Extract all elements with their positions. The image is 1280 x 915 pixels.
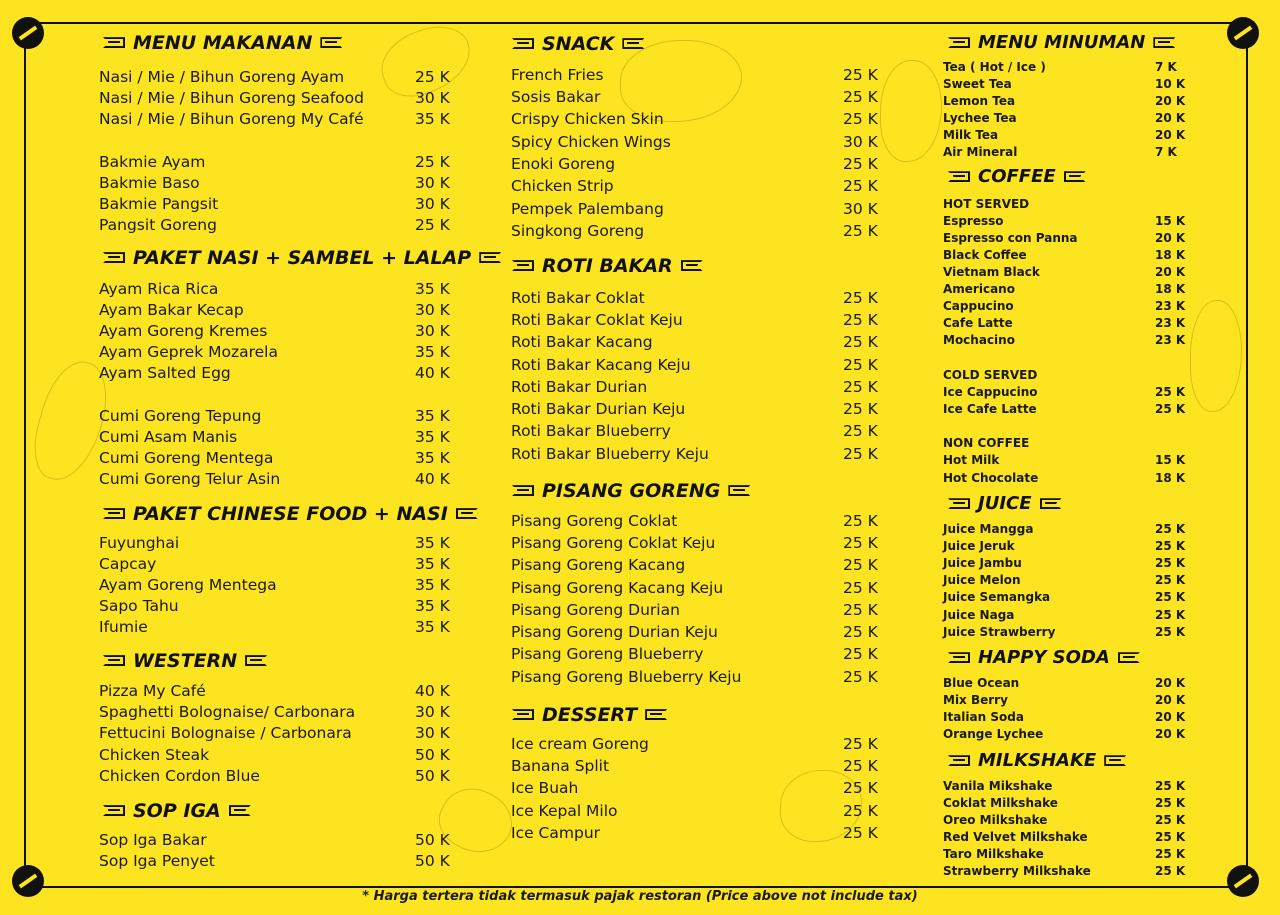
section-title: PISANG GORENG xyxy=(542,479,721,502)
menu-item-name: Juice Jeruk xyxy=(943,539,1015,554)
menu-item-price: 35 K xyxy=(415,617,450,636)
section-heading-milkshake xyxy=(948,750,1126,771)
menu-item-name: Pisang Goreng Kacang Keju xyxy=(511,578,724,597)
menu-item-price: 30 K xyxy=(415,88,450,107)
ribbon-icon xyxy=(512,260,534,271)
section-title: DESSERT xyxy=(542,703,638,726)
section-heading-menu-minuman xyxy=(948,32,1175,53)
menu-item-price: 25 K xyxy=(843,555,878,574)
menu-item-name: Ayam Bakar Kecap xyxy=(99,300,244,319)
subsection-label: HOT SERVED xyxy=(943,197,1030,212)
section-title: MILKSHAKE xyxy=(978,750,1097,772)
ribbon-icon xyxy=(1118,652,1140,663)
menu-item-price: 20 K xyxy=(1155,693,1186,708)
menu-item-name: Ice Kepal Milo xyxy=(511,801,618,820)
menu-item-name: Sweet Tea xyxy=(943,77,1012,92)
section-heading-dessert xyxy=(512,704,667,726)
menu-item-price: 25 K xyxy=(843,87,878,106)
menu-item-price: 25 K xyxy=(1155,539,1186,554)
menu-item-price: 25 K xyxy=(1155,402,1186,417)
section-title: ROTI BAKAR xyxy=(542,254,673,277)
ribbon-icon xyxy=(948,755,970,766)
menu-item-name: Mochacino xyxy=(943,333,1015,348)
menu-item-name: Coklat Milkshake xyxy=(943,796,1058,811)
ribbon-icon xyxy=(512,485,534,496)
menu-item-price: 25 K xyxy=(843,399,878,418)
menu-item-price: 25 K xyxy=(415,152,450,171)
menu-item-name: Chicken Strip xyxy=(511,176,614,195)
menu-item-price: 50 K xyxy=(415,851,450,870)
menu-item-name: Milk Tea xyxy=(943,128,999,143)
ribbon-icon xyxy=(948,37,970,48)
menu-item-name: Lychee Tea xyxy=(943,111,1017,126)
menu-item-price: 18 K xyxy=(1155,282,1186,297)
menu-item-price: 25 K xyxy=(1155,385,1186,400)
menu-item-price: 30 K xyxy=(843,199,878,218)
menu-item-price: 25 K xyxy=(1155,779,1186,794)
menu-item-name: Lemon Tea xyxy=(943,94,1016,109)
menu-item-name: Fuyunghai xyxy=(99,533,180,552)
section-heading-sop-iga xyxy=(103,800,251,822)
menu-item-name: Crispy Chicken Skin xyxy=(511,109,664,128)
menu-item-name: Roti Bakar Coklat Keju xyxy=(511,310,683,329)
ribbon-icon xyxy=(103,37,125,48)
menu-item-price: 25 K xyxy=(843,421,878,440)
ribbon-icon xyxy=(1153,37,1175,48)
menu-item-name: Orange Lychee xyxy=(943,727,1044,742)
menu-item-name: Sosis Bakar xyxy=(511,87,601,106)
menu-item-price: 30 K xyxy=(415,300,450,319)
menu-item-name: Red Velvet Milkshake xyxy=(943,830,1088,845)
menu-item-price: 25 K xyxy=(1155,522,1186,537)
menu-item-name: Cumi Asam Manis xyxy=(99,427,238,446)
menu-item-name: Pisang Goreng Durian Keju xyxy=(511,622,718,641)
menu-item-price: 25 K xyxy=(415,67,450,86)
menu-item-name: Nasi / Mie / Bihun Goreng Ayam xyxy=(99,67,345,86)
section-title: COFFEE xyxy=(978,166,1056,188)
menu-item-name: Mix Berry xyxy=(943,693,1008,708)
ribbon-icon xyxy=(948,171,970,182)
menu-item-price: 40 K xyxy=(415,363,450,382)
menu-item-name: Juice Naga xyxy=(943,608,1015,623)
menu-item-price: 35 K xyxy=(415,109,450,128)
menu-item-name: Pisang Goreng Coklat Keju xyxy=(511,533,716,552)
corner-ornament-icon xyxy=(12,17,44,49)
menu-item-name: Sop Iga Bakar xyxy=(99,830,207,849)
menu-item-name: Cafe Latte xyxy=(943,316,1013,331)
section-title: MENU MINUMAN xyxy=(978,32,1146,54)
section-title: SNACK xyxy=(542,32,615,55)
menu-item-price: 20 K xyxy=(1155,231,1186,246)
menu-item-price: 20 K xyxy=(1155,710,1186,725)
menu-item-price: 25 K xyxy=(1155,608,1186,623)
section-title: PAKET CHINESE FOOD + NASI xyxy=(133,502,448,525)
menu-item-name: Ayam Goreng Kremes xyxy=(99,321,268,340)
section-heading-juice xyxy=(948,493,1062,514)
menu-item-price: 7 K xyxy=(1155,145,1177,160)
menu-item-name: Chicken Steak xyxy=(99,745,210,764)
menu-item-price: 35 K xyxy=(415,427,450,446)
ribbon-icon xyxy=(229,805,251,816)
menu-item-name: Pangsit Goreng xyxy=(99,215,217,234)
menu-item-price: 25 K xyxy=(843,622,878,641)
menu-item-price: 25 K xyxy=(843,288,878,307)
menu-item-price: 25 K xyxy=(843,667,878,686)
section-title: MENU MAKANAN xyxy=(133,31,313,54)
menu-item-name: Pisang Goreng Coklat xyxy=(511,511,678,530)
menu-item-name: Bakmie Pangsit xyxy=(99,194,219,213)
menu-item-price: 25 K xyxy=(843,823,878,842)
corner-ornament-icon xyxy=(1227,17,1259,49)
menu-item-price: 25 K xyxy=(843,511,878,530)
menu-item-name: Spaghetti Bolognaise/ Carbonara xyxy=(99,702,356,721)
menu-item-name: French Fries xyxy=(511,65,604,84)
menu-item-name: Americano xyxy=(943,282,1015,297)
menu-item-name: Cappucino xyxy=(943,299,1014,314)
section-heading-western xyxy=(103,650,267,672)
section-heading-roti-bakar xyxy=(512,255,703,277)
menu-item-name: Roti Bakar Durian Keju xyxy=(511,399,686,418)
menu-item-price: 50 K xyxy=(415,766,450,785)
section-heading-menu-makanan xyxy=(103,32,342,54)
frame-bottom-line xyxy=(40,886,1240,888)
menu-item-name: Pizza My Café xyxy=(99,681,206,700)
menu-item-price: 25 K xyxy=(843,756,878,775)
menu-item-price: 25 K xyxy=(1155,847,1186,862)
menu-item-price: 18 K xyxy=(1155,471,1186,486)
menu-item-price: 25 K xyxy=(1155,796,1186,811)
menu-item-price: 20 K xyxy=(1155,94,1186,109)
menu-item-price: 30 K xyxy=(415,702,450,721)
menu-item-name: Ice cream Goreng xyxy=(511,734,649,753)
section-heading-pisang-goreng xyxy=(512,480,750,502)
menu-item-name: Enoki Goreng xyxy=(511,154,616,173)
menu-item-name: Juice Strawberry xyxy=(943,625,1056,640)
ribbon-icon xyxy=(645,709,667,720)
menu-item-price: 25 K xyxy=(1155,573,1186,588)
menu-item-price: 25 K xyxy=(1155,556,1186,571)
menu-item-name: Roti Bakar Blueberry xyxy=(511,421,671,440)
menu-item-name: Vietnam Black xyxy=(943,265,1040,280)
menu-item-price: 35 K xyxy=(415,596,450,615)
ribbon-icon xyxy=(948,498,970,509)
ribbon-icon xyxy=(622,38,644,49)
menu-item-price: 25 K xyxy=(843,154,878,173)
section-heading-happy-soda xyxy=(948,647,1140,668)
menu-item-name: Sop Iga Penyet xyxy=(99,851,215,870)
menu-item-name: Italian Soda xyxy=(943,710,1024,725)
menu-item-price: 23 K xyxy=(1155,333,1186,348)
menu-item-price: 23 K xyxy=(1155,299,1186,314)
section-title: JUICE xyxy=(978,493,1032,515)
ribbon-icon xyxy=(948,652,970,663)
menu-item-price: 35 K xyxy=(415,406,450,425)
frame-top-line xyxy=(40,22,1240,24)
section-heading-coffee xyxy=(948,166,1086,187)
menu-item-price: 35 K xyxy=(415,448,450,467)
menu-item-name: Vanila Mikshake xyxy=(943,779,1053,794)
menu-item-price: 25 K xyxy=(843,355,878,374)
menu-item-name: Espresso xyxy=(943,214,1004,229)
menu-item-name: Juice Melon xyxy=(943,573,1021,588)
menu-item-price: 30 K xyxy=(415,723,450,742)
menu-item-name: Ice Buah xyxy=(511,778,579,797)
subsection-label: NON COFFEE xyxy=(943,436,1030,451)
menu-item-name: Spicy Chicken Wings xyxy=(511,132,671,151)
ribbon-icon xyxy=(456,508,478,519)
menu-item-name: Ayam Goreng Mentega xyxy=(99,575,277,594)
menu-item-price: 50 K xyxy=(415,830,450,849)
menu-item-name: Juice Semangka xyxy=(943,590,1051,605)
menu-item-price: 25 K xyxy=(843,310,878,329)
ribbon-icon xyxy=(245,655,267,666)
menu-item-price: 25 K xyxy=(1155,813,1186,828)
menu-item-name: Ayam Rica Rica xyxy=(99,279,219,298)
section-title: WESTERN xyxy=(133,649,238,672)
menu-item-name: Roti Bakar Coklat xyxy=(511,288,645,307)
subsection-label: COLD SERVED xyxy=(943,368,1038,383)
menu-item-name: Ice Cafe Latte xyxy=(943,402,1037,417)
menu-item-name: Cumi Goreng Tepung xyxy=(99,406,262,425)
menu-item-price: 35 K xyxy=(415,554,450,573)
ribbon-icon xyxy=(103,655,125,666)
section-heading-snack xyxy=(512,33,644,55)
menu-item-name: Capcay xyxy=(99,554,157,573)
ribbon-icon xyxy=(512,709,534,720)
menu-item-price: 25 K xyxy=(415,215,450,234)
menu-item-name: Cumi Goreng Mentega xyxy=(99,448,274,467)
menu-item-name: Juice Jambu xyxy=(943,556,1022,571)
ribbon-icon xyxy=(103,805,125,816)
menu-item-name: Nasi / Mie / Bihun Goreng My Café xyxy=(99,109,364,128)
menu-item-price: 25 K xyxy=(843,533,878,552)
menu-item-price: 25 K xyxy=(843,600,878,619)
menu-item-price: 20 K xyxy=(1155,265,1186,280)
menu-item-price: 10 K xyxy=(1155,77,1186,92)
menu-item-name: Pisang Goreng Kacang xyxy=(511,555,686,574)
ribbon-icon xyxy=(728,485,750,496)
ribbon-icon xyxy=(1104,755,1126,766)
menu-item-name: Ayam Geprek Mozarela xyxy=(99,342,278,361)
section-title: SOP IGA xyxy=(133,799,221,822)
menu-item-name: Blue Ocean xyxy=(943,676,1020,691)
menu-item-price: 25 K xyxy=(843,444,878,463)
menu-item-price: 30 K xyxy=(415,173,450,192)
menu-item-name: Pisang Goreng Blueberry Keju xyxy=(511,667,742,686)
ribbon-icon xyxy=(320,37,342,48)
menu-item-price: 25 K xyxy=(1155,830,1186,845)
ribbon-icon xyxy=(103,508,125,519)
menu-item-name: Bakmie Baso xyxy=(99,173,200,192)
menu-item-price: 50 K xyxy=(415,745,450,764)
section-title: HAPPY SODA xyxy=(978,647,1110,669)
menu-item-price: 40 K xyxy=(415,469,450,488)
menu-item-price: 25 K xyxy=(1155,590,1186,605)
menu-item-name: Black Coffee xyxy=(943,248,1027,263)
menu-item-price: 35 K xyxy=(415,342,450,361)
menu-item-price: 25 K xyxy=(843,332,878,351)
menu-item-price: 20 K xyxy=(1155,128,1186,143)
menu-item-price: 30 K xyxy=(843,132,878,151)
menu-item-price: 25 K xyxy=(843,578,878,597)
ribbon-icon xyxy=(512,38,534,49)
menu-item-name: Roti Bakar Blueberry Keju xyxy=(511,444,709,463)
ribbon-icon xyxy=(681,260,703,271)
menu-item-price: 30 K xyxy=(415,194,450,213)
menu-item-name: Ice Campur xyxy=(511,823,601,842)
menu-item-name: Ayam Salted Egg xyxy=(99,363,231,382)
menu-item-price: 25 K xyxy=(843,778,878,797)
section-title: PAKET NASI + SAMBEL + LALAP xyxy=(133,246,472,269)
menu-item-name: Roti Bakar Kacang Keju xyxy=(511,355,691,374)
menu-item-name: Pisang Goreng Durian xyxy=(511,600,680,619)
menu-item-name: Hot Milk xyxy=(943,453,1000,468)
section-heading-paket-nasi-sambel-lalap xyxy=(103,247,501,269)
menu-item-name: Air Mineral xyxy=(943,145,1018,160)
menu-item-price: 20 K xyxy=(1155,676,1186,691)
ribbon-icon xyxy=(1040,498,1062,509)
ribbon-icon xyxy=(103,252,125,263)
menu-item-price: 35 K xyxy=(415,279,450,298)
menu-item-name: Pempek Palembang xyxy=(511,199,664,218)
menu-item-name: Oreo Milkshake xyxy=(943,813,1048,828)
menu-item-price: 35 K xyxy=(415,575,450,594)
menu-item-name: Nasi / Mie / Bihun Goreng Seafood xyxy=(99,88,364,107)
menu-item-name: Ifumie xyxy=(99,617,148,636)
menu-item-price: 35 K xyxy=(415,533,450,552)
menu-item-price: 15 K xyxy=(1155,214,1186,229)
menu-item-price: 25 K xyxy=(843,221,878,240)
menu-item-name: Tea ( Hot / Ice ) xyxy=(943,60,1046,75)
menu-item-name: Ice Cappucino xyxy=(943,385,1038,400)
menu-item-name: Singkong Goreng xyxy=(511,221,645,240)
ribbon-icon xyxy=(479,252,501,263)
menu-item-name: Espresso con Panna xyxy=(943,231,1078,246)
menu-item-price: 25 K xyxy=(843,801,878,820)
menu-item-name: Bakmie Ayam xyxy=(99,152,206,171)
menu-item-price: 15 K xyxy=(1155,453,1186,468)
menu-item-name: Cumi Goreng Telur Asin xyxy=(99,469,281,488)
menu-item-name: Roti Bakar Kacang xyxy=(511,332,653,351)
menu-item-price: 18 K xyxy=(1155,248,1186,263)
menu-item-name: Banana Split xyxy=(511,756,610,775)
menu-item-price: 25 K xyxy=(1155,625,1186,640)
menu-item-price: 20 K xyxy=(1155,727,1186,742)
section-heading-paket-chinese-food-nasi xyxy=(103,503,478,525)
menu-item-price: 40 K xyxy=(415,681,450,700)
menu-item-name: Fettucini Bolognaise / Carbonara xyxy=(99,723,352,742)
menu-item-name: Taro Milkshake xyxy=(943,847,1044,862)
menu-item-price: 25 K xyxy=(843,377,878,396)
menu-item-name: Chicken Cordon Blue xyxy=(99,766,260,785)
menu-item-price: 25 K xyxy=(843,176,878,195)
menu-item-price: 7 K xyxy=(1155,60,1177,75)
menu-item-price: 25 K xyxy=(843,109,878,128)
menu-item-name: Roti Bakar Durian xyxy=(511,377,648,396)
menu-item-name: Sapo Tahu xyxy=(99,596,179,615)
menu-item-price: 25 K xyxy=(1155,864,1186,879)
menu-item-price: 30 K xyxy=(415,321,450,340)
menu-item-name: Pisang Goreng Blueberry xyxy=(511,644,704,663)
menu-item-price: 25 K xyxy=(843,644,878,663)
menu-item-price: 25 K xyxy=(843,65,878,84)
ribbon-icon xyxy=(1064,171,1086,182)
menu-item-name: Strawberry Milkshake xyxy=(943,864,1091,879)
tax-footnote: * Harga tertera tidak termasuk pajak restoran (Price above not include tax) xyxy=(362,889,918,904)
menu-item-name: Hot Chocolate xyxy=(943,471,1039,486)
menu-item-price: 25 K xyxy=(843,734,878,753)
menu-item-name: Juice Mangga xyxy=(943,522,1034,537)
menu-item-price: 23 K xyxy=(1155,316,1186,331)
menu-item-price: 20 K xyxy=(1155,111,1186,126)
